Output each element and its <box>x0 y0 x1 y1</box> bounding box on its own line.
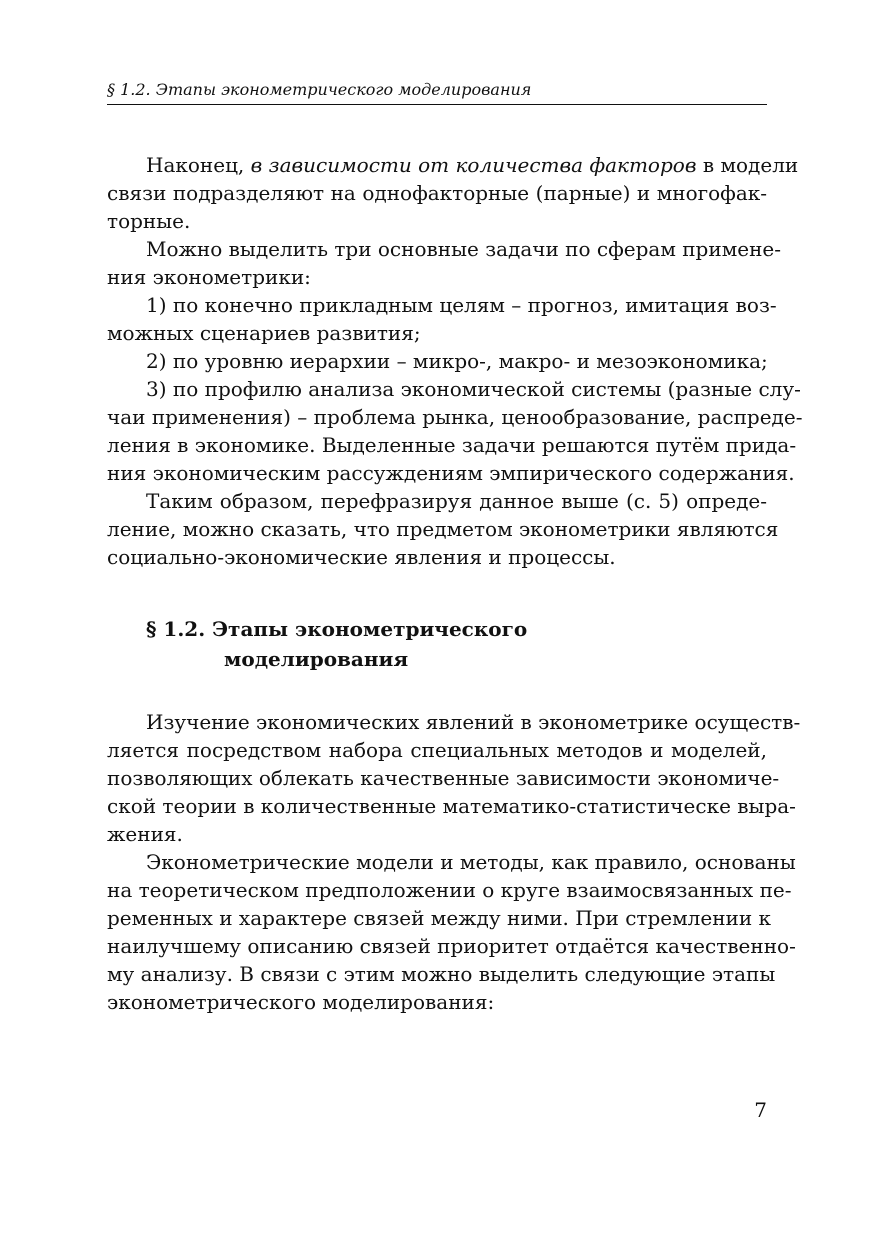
paragraph-3-line-1: Таким образом, перефразируя данное выше (с. 5) опреде- <box>146 489 767 513</box>
paragraph-5-line-2: на теоретическом предположении о круге взаимосвязанных пе- <box>107 878 792 902</box>
list-item-1-line-2: можных сценариев развития; <box>107 321 421 345</box>
paragraph-3-line-3: социально-экономические явления и процессы. <box>107 545 616 569</box>
paragraph-5-line-6: эконометрического моделирования: <box>107 990 495 1014</box>
section-heading-line-2: моделирования <box>224 647 409 671</box>
list-item-3-line-3: ления в экономике. Выделенные задачи решаются путём прида- <box>107 433 797 457</box>
paragraph-1-line-1: Наконец, в зависимости от количества факторов в модели <box>146 153 799 177</box>
paragraph-2-line-1: Можно выделить три основные задачи по сферам примене- <box>146 237 782 261</box>
running-head: § 1.2. Этапы эконометрического моделирования <box>107 80 532 99</box>
list-item-3-line-4: ния экономическим рассуждениям эмпирического содержания. <box>107 461 795 485</box>
paragraph-5-line-1: Эконометрические модели и методы, как правило, основаны <box>146 850 796 874</box>
section-heading-line-1: § 1.2. Этапы эконометрического <box>146 617 528 641</box>
header-rule <box>107 104 767 105</box>
paragraph-4-line-2: ляется посредством набора специальных методов и моделей, <box>107 738 767 762</box>
paragraph-5-line-5: му анализу. В связи с этим можно выделить следующие этапы <box>107 962 776 986</box>
paragraph-5-line-3: ременных и характере связей между ними. При стремлении к <box>107 906 772 930</box>
italic-emphasis: в зависимости от количества факторов <box>250 153 697 177</box>
section-heading <box>146 614 706 674</box>
list-item-1-line-1: 1) по конечно прикладным целям – прогноз, имитация воз- <box>146 293 777 317</box>
page-number: 7 <box>754 1098 767 1122</box>
paragraph-2-line-2: ния эконометрики: <box>107 265 311 289</box>
paragraph-4-line-1: Изучение экономических явлений в эконометрике осуществ- <box>146 710 801 734</box>
list-item-3-line-1: 3) по профилю анализа экономической системы (разные слу- <box>146 377 801 401</box>
list-item-3-line-2: чаи применения) – проблема рынка, ценообразование, распреде- <box>107 405 803 429</box>
list-item-2-line-1: 2) по уровню иерархии – микро-, макро- и мезоэкономика; <box>146 349 768 373</box>
body-text-upper <box>107 151 803 571</box>
paragraph-4-line-3: позволяющих облекать качественные зависимости экономиче- <box>107 766 780 790</box>
paragraph-3-line-2: ление, можно сказать, что предметом эконометрики являются <box>107 517 779 541</box>
paragraph-1-line-3: торные. <box>107 209 191 233</box>
paragraph-4-line-4: ской теории в количественные математико-статистическе выра- <box>107 794 796 818</box>
body-text-lower <box>107 708 801 1016</box>
paragraph-4-line-5: жения. <box>107 822 183 846</box>
paragraph-5-line-4: наилучшему описанию связей приоритет отдаётся качественно- <box>107 934 796 958</box>
paragraph-1-line-2: связи подразделяют на однофакторные (парные) и многофак- <box>107 181 767 205</box>
